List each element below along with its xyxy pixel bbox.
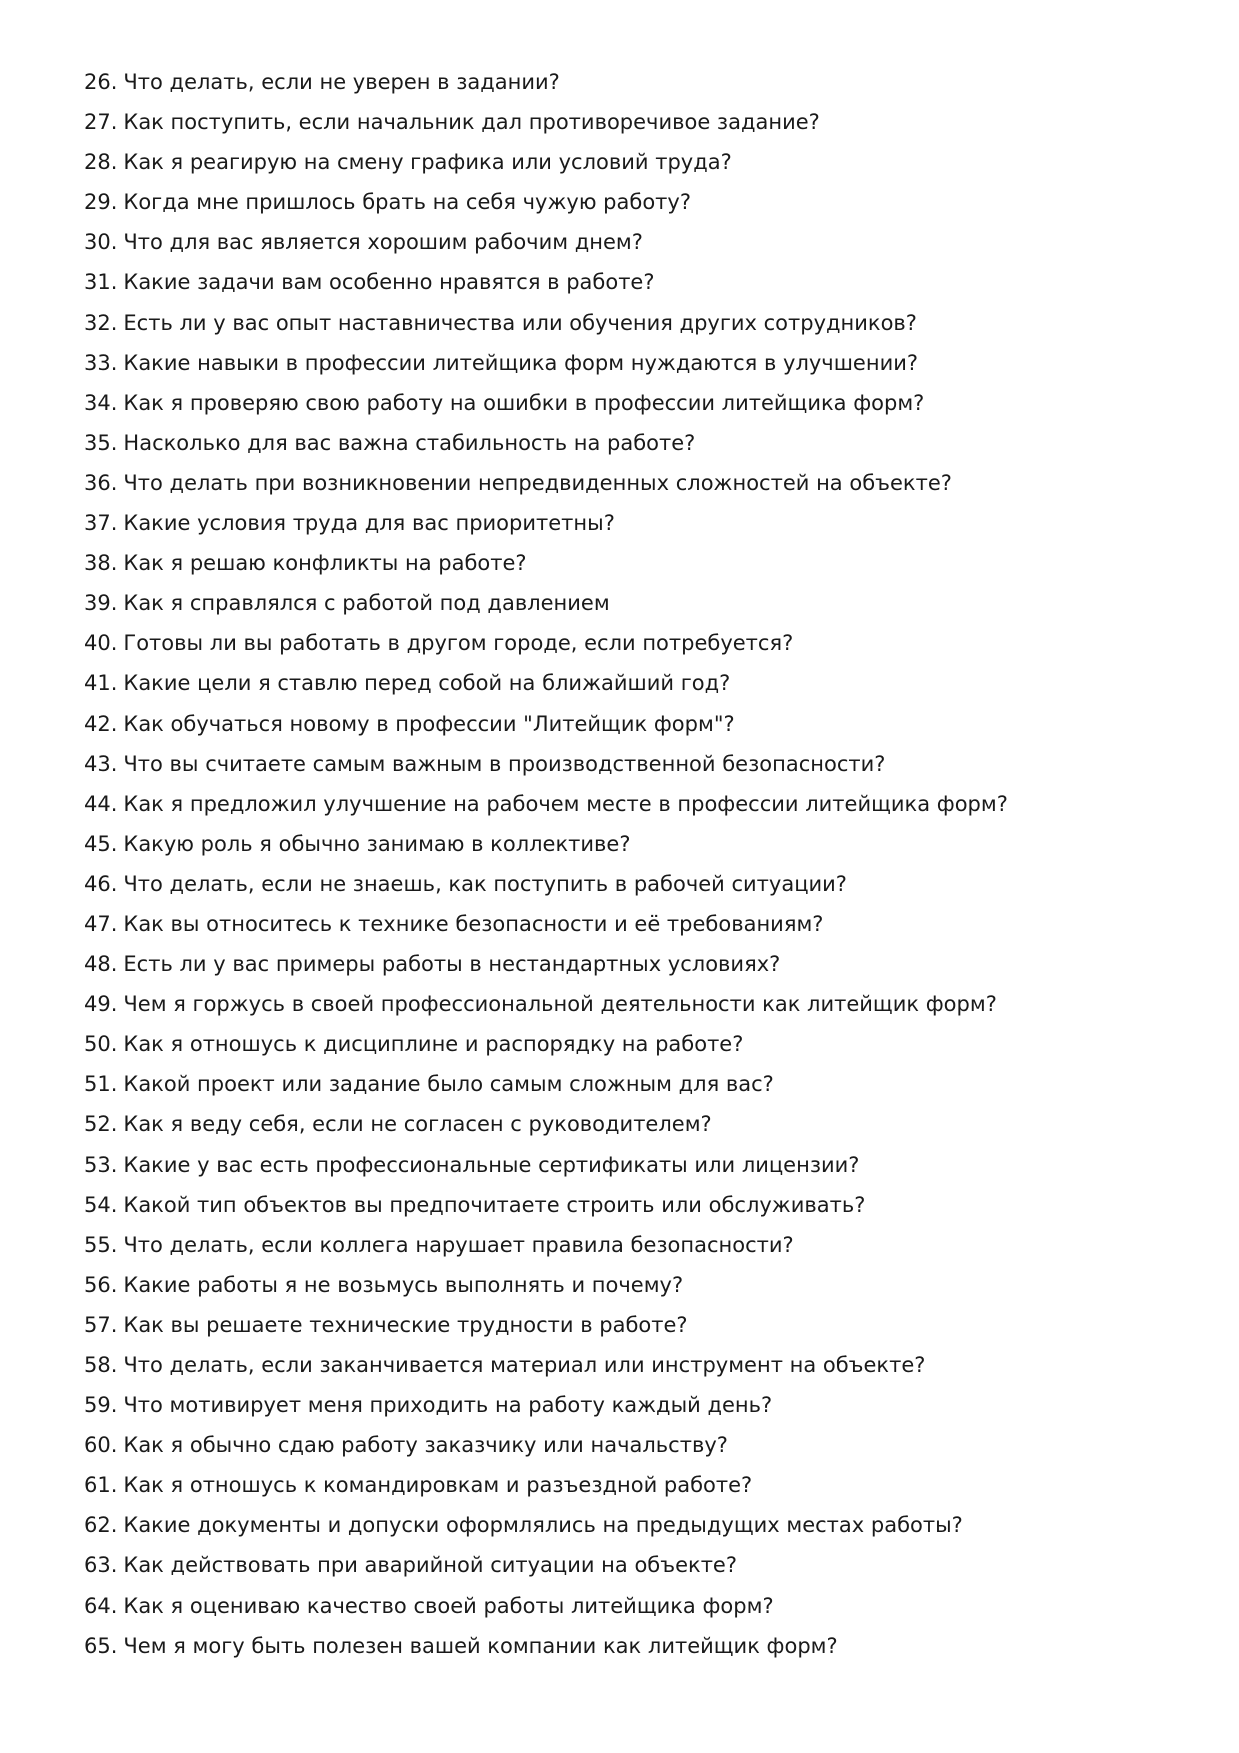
question-text: Готовы ли вы работать в другом городе, если потребуется?	[123, 631, 794, 656]
question-item	[84, 1265, 1184, 1305]
question-text: Как действовать при аварийной ситуации на объекте?	[123, 1553, 737, 1578]
question-text: Как я проверяю свою работу на ошибки в профессии литейщика форм?	[123, 390, 925, 415]
question-number: 61.	[84, 1473, 118, 1498]
question-item	[84, 1385, 1184, 1425]
question-item	[84, 262, 1184, 302]
question-item	[84, 423, 1184, 463]
question-item	[84, 824, 1184, 864]
question-text: Когда мне пришлось брать на себя чужую работу?	[123, 190, 691, 215]
question-item	[84, 1345, 1184, 1385]
question-item	[84, 303, 1184, 343]
question-item	[84, 463, 1184, 503]
question-item	[84, 543, 1184, 583]
question-text: Как поступить, если начальник дал противоречивое задание?	[123, 110, 820, 135]
question-item	[84, 583, 1184, 623]
question-number: 55.	[84, 1232, 118, 1257]
question-text: Что для вас является хорошим рабочим днем?	[123, 230, 643, 255]
question-number: 58.	[84, 1353, 118, 1377]
question-number: 40.	[84, 631, 118, 656]
question-text: Какие документы и допуски оформлялись на предыдущих местах работы?	[123, 1513, 963, 1538]
question-number: 56.	[84, 1272, 118, 1297]
question-number: 31.	[84, 270, 118, 295]
question-text: Какие навыки в профессии литейщика форм нуждаются в улучшении?	[123, 350, 919, 375]
question-item	[84, 1305, 1184, 1345]
question-number: 48.	[84, 952, 118, 977]
question-number: 53.	[84, 1152, 118, 1177]
question-number: 28.	[84, 150, 118, 175]
question-item	[84, 864, 1184, 904]
question-number: 26.	[84, 70, 118, 94]
question-item	[84, 1104, 1184, 1144]
question-number: 52.	[84, 1112, 118, 1137]
question-number: 32.	[84, 310, 118, 335]
question-number: 45.	[84, 831, 118, 856]
question-text: Какой проект или задание было самым сложным для вас?	[123, 1072, 774, 1097]
question-item	[84, 102, 1184, 142]
question-number: 42.	[84, 711, 118, 736]
question-text: Какие у вас есть профессиональные сертификаты или лицензии?	[123, 1152, 860, 1177]
question-number: 62.	[84, 1513, 118, 1538]
question-text: Что делать, если коллега нарушает правила безопасности?	[123, 1232, 794, 1257]
question-item	[84, 1626, 1184, 1666]
question-number: 51.	[84, 1072, 118, 1097]
question-item	[84, 704, 1184, 744]
question-item	[84, 1425, 1184, 1465]
question-number: 39.	[84, 591, 118, 616]
question-item	[84, 62, 1184, 102]
question-text: Как я справлялся с работой под давлением	[123, 591, 610, 616]
question-text: Как я решаю конфликты на работе?	[123, 551, 527, 576]
question-text: Какие задачи вам особенно нравятся в работе?	[123, 270, 655, 295]
question-item	[84, 784, 1184, 824]
question-number: 54.	[84, 1192, 118, 1217]
question-item	[84, 944, 1184, 984]
question-item	[84, 383, 1184, 423]
question-number: 38.	[84, 551, 118, 576]
question-text: Как я предложил улучшение на рабочем месте в профессии литейщика форм?	[123, 791, 1008, 816]
question-text: Что мотивирует меня приходить на работу каждый день?	[123, 1393, 773, 1418]
question-item	[84, 1505, 1184, 1545]
question-number: 57.	[84, 1312, 118, 1337]
question-item	[84, 623, 1184, 663]
question-item	[84, 984, 1184, 1024]
question-text: Что вы считаете самым важным в производственной безопасности?	[123, 751, 886, 776]
question-number: 43.	[84, 751, 118, 776]
question-item	[84, 1064, 1184, 1104]
question-number: 46.	[84, 871, 118, 896]
question-number: 44.	[84, 791, 118, 816]
question-number: 41.	[84, 671, 118, 696]
question-item	[84, 222, 1184, 262]
question-number: 37.	[84, 511, 118, 536]
question-number: 50.	[84, 1032, 118, 1057]
question-text: Как я оцениваю качество своей работы литейщика форм?	[123, 1593, 774, 1618]
question-number: 47.	[84, 911, 118, 936]
question-item	[84, 503, 1184, 543]
question-number: 33.	[84, 350, 118, 375]
question-number: 59.	[84, 1393, 118, 1418]
question-text: Какие цели я ставлю перед собой на ближайший год?	[123, 671, 731, 696]
question-text: Как вы решаете технические трудности в работе?	[123, 1312, 688, 1337]
question-number: 29.	[84, 190, 118, 215]
question-item	[84, 1185, 1184, 1225]
question-text: Какие работы я не возьмусь выполнять и почему?	[123, 1272, 684, 1297]
question-number: 60.	[84, 1433, 118, 1458]
question-number: 64.	[84, 1593, 118, 1618]
question-text: Как обучаться новому в профессии "Литейщик форм"?	[123, 711, 735, 736]
question-number: 63.	[84, 1553, 118, 1578]
question-item	[84, 744, 1184, 784]
question-number: 27.	[84, 110, 118, 135]
question-text: Какие условия труда для вас приоритетны?	[123, 511, 615, 536]
question-item	[84, 1225, 1184, 1265]
question-number: 65.	[84, 1633, 118, 1658]
question-text: Что делать, если не знаешь, как поступить в рабочей ситуации?	[123, 871, 847, 896]
question-item	[84, 343, 1184, 383]
question-item	[84, 1465, 1184, 1505]
question-text: Как я веду себя, если не согласен с руководителем?	[123, 1112, 712, 1137]
question-number: 34.	[84, 390, 118, 415]
question-text: Что делать, если заканчивается материал или инструмент на объекте?	[123, 1353, 926, 1377]
question-text: Чем я могу быть полезен вашей компании как литейщик форм?	[123, 1633, 838, 1658]
question-number: 49.	[84, 992, 118, 1017]
question-item	[84, 1024, 1184, 1064]
question-text: Как я отношусь к командировкам и разъездной работе?	[123, 1473, 753, 1498]
question-text: Какую роль я обычно занимаю в коллективе?	[123, 831, 631, 856]
question-text: Как вы относитесь к технике безопасности и её требованиям?	[123, 911, 824, 936]
question-item	[84, 663, 1184, 703]
question-number: 36.	[84, 470, 118, 495]
question-text: Как я отношусь к дисциплине и распорядку на работе?	[123, 1032, 744, 1057]
question-text: Чем я горжусь в своей профессиональной деятельности как литейщик форм?	[123, 992, 997, 1017]
question-list	[84, 62, 1184, 1666]
question-text: Насколько для вас важна стабильность на работе?	[123, 430, 696, 455]
question-item	[84, 1545, 1184, 1585]
question-number: 30.	[84, 230, 118, 255]
question-text: Как я реагирую на смену графика или условий труда?	[123, 150, 732, 175]
question-text: Что делать при возникновении непредвиденных сложностей на объекте?	[123, 470, 952, 495]
question-text: Что делать, если не уверен в задании?	[123, 70, 560, 94]
question-text: Какой тип объектов вы предпочитаете строить или обслуживать?	[123, 1192, 866, 1217]
question-item	[84, 142, 1184, 182]
question-text: Есть ли у вас примеры работы в нестандартных условиях?	[123, 952, 781, 977]
question-item	[84, 904, 1184, 944]
question-text: Есть ли у вас опыт наставничества или обучения других сотрудников?	[123, 310, 917, 335]
question-item	[84, 182, 1184, 222]
question-number: 35.	[84, 430, 118, 455]
question-item	[84, 1145, 1184, 1185]
question-text: Как я обычно сдаю работу заказчику или начальству?	[123, 1433, 728, 1458]
question-item	[84, 1586, 1184, 1626]
